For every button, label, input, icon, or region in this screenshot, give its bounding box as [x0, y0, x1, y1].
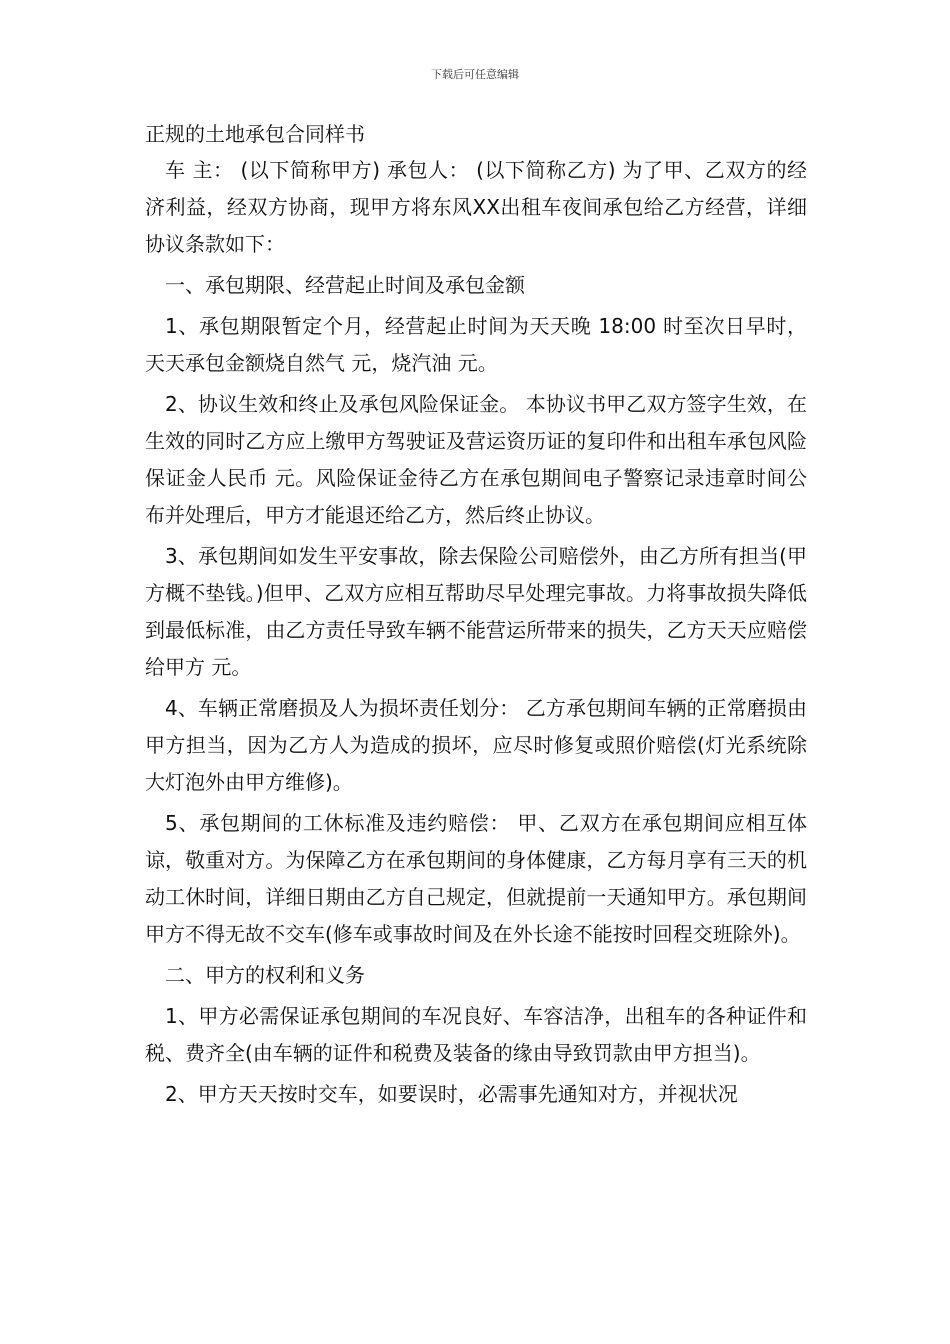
document-body [145, 120, 807, 1117]
section-heading-2: 二、甲方的权利和义务 [165, 963, 365, 987]
document-title: 正规的土地承包合同样书 [145, 122, 365, 146]
header-note: 下载后可任意编辑 [431, 68, 519, 81]
clause-1-4: 4、车辆正常磨损及人为损坏责任划分： 乙方承包期间车辆的正常磨损由甲方担当，因为乙方人为造成的损坏，应尽时修复或照价赔偿(灯光系统除大灯泡外由甲方维修)。 [145, 696, 807, 794]
clause-2-1: 1、甲方必需保证承包期间的车况良好、车容洁净，出租车的各种证件和税、费齐全(由车辆的证件和税费及装备的缘由导致罚款由甲方担当)。 [145, 1004, 807, 1065]
clause-1-1: 1、承包期限暂定个月，经营起止时间为天天晚 18:00 时至次日早时，天天承包金额烧自然气 元，烧汽油 元。 [145, 314, 807, 375]
section-heading-1: 一、承包期限、经营起止时间及承包金额 [165, 273, 525, 297]
paragraph-intro: 车 主： (以下简称甲方) 承包人： (以下简称乙方) 为了甲、乙双方的经济利益，经双方协商，现甲方将东风XX出租车夜间承包给乙方经营，详细协议条款如下： [145, 158, 807, 256]
clause-1-5: 5、承包期间的工休标准及违约赔偿： 甲、乙双方在承包期间应相互体谅，敬重对方。为保障乙方在承包期间的身体健康，乙方每月享有三天的机动工休时间，详细日期由乙方自己规定，但就提前一天通知甲方。承包期间甲方不得无故不交车(修车或事故时间及在外长途不能按时回程交班除外)。 [145, 811, 807, 946]
clause-2-2: 2、甲方天天按时交车，如要误时，必需事先通知对方，并视状况 [165, 1082, 738, 1106]
clause-1-3: 3、承包期间如发生平安事故，除去保险公司赔偿外，由乙方所有担当(甲方概不垫钱。)但甲、乙双方应相互帮助尽早处理完事故。力将事故损失降低到最低标准，由乙方责任导致车辆不能营运所带来的损失，乙方天天应赔偿给甲方 元。 [145, 544, 807, 679]
clause-1-2: 2、协议生效和终止及承包风险保证金。 本协议书甲乙双方签字生效，在生效的同时乙方应上缴甲方驾驶证及营运资历证的复印件和出租车承包风险保证金人民币 元。风险保证金待乙方在承包期间电子警察记录违章时间公布并处理后，甲方才能退还给乙方，然后终止协议。 [145, 392, 807, 527]
